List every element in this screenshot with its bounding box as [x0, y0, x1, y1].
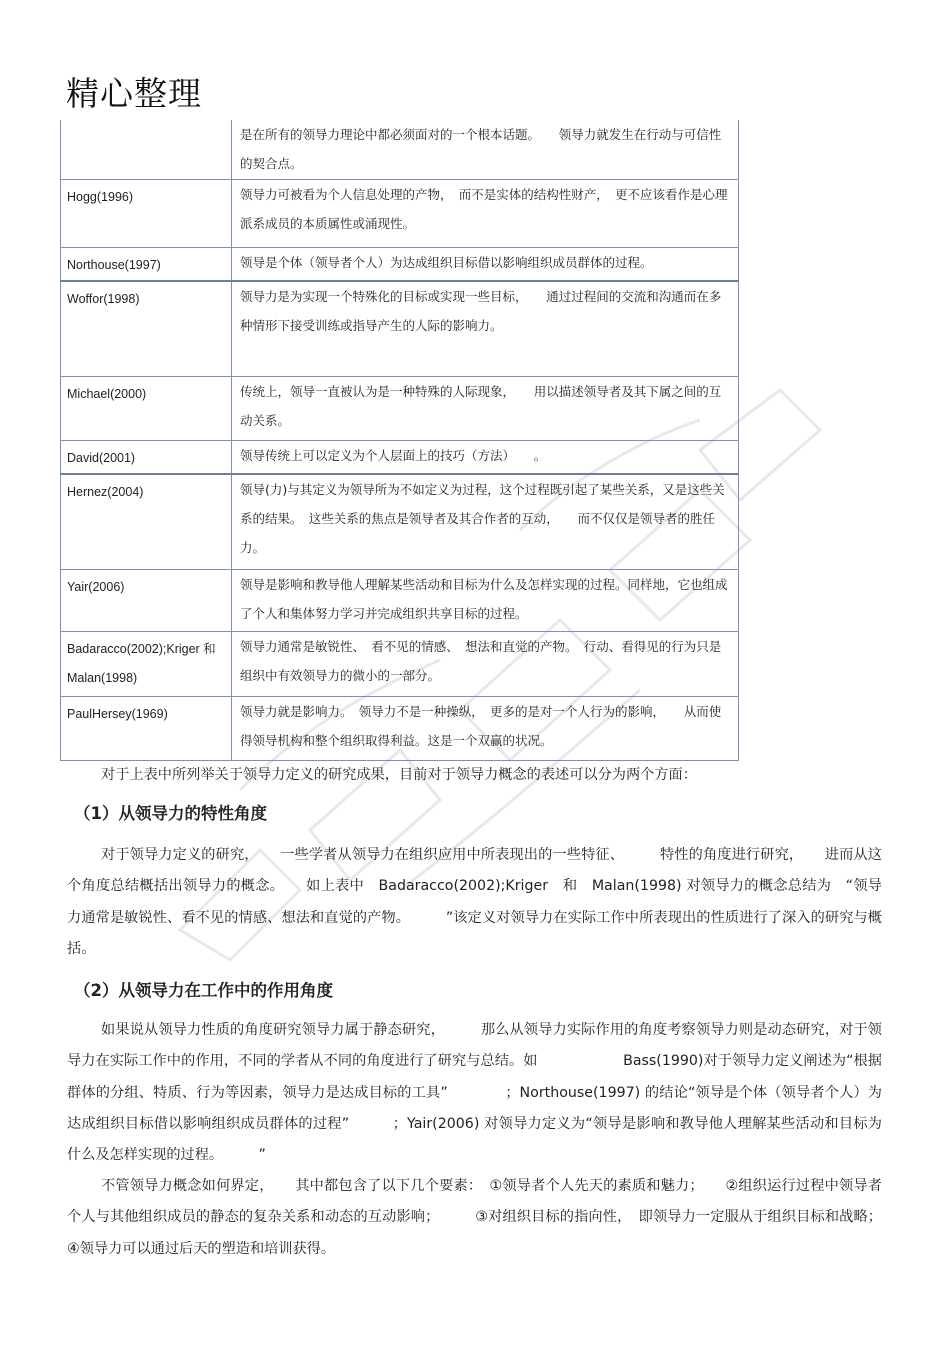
section-2-paragraph-2: 不管领导力概念如何界定， 其中都包含了以下几个要素： ①领导者个人先天的素质和魅力； ②组织运行过程中领导者个人与其他组织成员的静态的复杂关系和动态的互动影响； ③对组织目标的指向性， 即领导力一定服从于组织目标和战略；④领导力可以通过后天的塑造和培训获得。 [67, 1178, 882, 1257]
table-row [61, 120, 739, 179]
definition-cell: 领导是影响和教导他人理解某些活动和目标为什么及怎样实现的过程。同样地，它也组成了个人和集体努力学习并完成组织共享目标的过程。 [232, 569, 739, 631]
author-cell: Hogg(1996) [61, 179, 232, 247]
author-cell: PaulHersey(1969) [61, 696, 232, 760]
definition-cell: 领导力可被看为个人信息处理的产物， 而不是实体的结构性财产， 更不应该看作是心理派系成员的本质属性或涌现性。 [232, 179, 739, 247]
author-cell: David(2001) [61, 441, 232, 475]
author-cell: Yair(2006) [61, 569, 232, 631]
definition-cell: 领导力是为实现一个特殊化的目标或实现一些目标， 通过过程间的交流和沟通而在多种情形下接受训练或指导产生的人际的影响力。 [232, 281, 739, 377]
definition-cell: 领导力就是影响力。 领导力不是一种操纵， 更多的是对一个人行为的影响， 从而使得领导机构和整个组织取得利益。这是一个双赢的状况。 [232, 696, 739, 760]
table-row [61, 631, 739, 696]
leadership-definitions-table [60, 120, 739, 761]
section-2-heading: （2）从领导力在工作中的作用角度 [74, 981, 333, 1000]
table-row [61, 377, 739, 441]
definition-cell: 领导是个体（领导者个人）为达成组织目标借以影响组织成员群体的过程。 [232, 247, 739, 281]
author-cell: Woffor(1998) [61, 281, 232, 377]
definition-cell: 领导传统上可以定义为个人层面上的技巧（方法） 。 [232, 441, 739, 475]
author-cell: Northouse(1997) [61, 247, 232, 281]
author-cell: Michael(2000) [61, 377, 232, 441]
document-title: 精心整理 [66, 74, 202, 113]
definition-cell: 领导(力)与其定义为领导所为不如定义为过程，这个过程既引起了某些关系，又是这些关系的结果。 这些关系的焦点是领导者及其合作者的互动， 而不仅仅是领导者的胜任力。 [232, 474, 739, 569]
section-1-heading: （1）从领导力的特性角度 [74, 804, 267, 823]
table-row [61, 179, 739, 247]
table-row [61, 569, 739, 631]
author-cell [61, 120, 232, 179]
section-1-paragraph: 对于领导力定义的研究， 一些学者从领导力在组织应用中所表现出的一些特征、 特性的角度进行研究， 进而从这个角度总结概括出领导力的概念。 如上表中 Badaracco(2002);Kriger 和 Malan(1998) 对领导力的概念总结为 “领导力通常是敏锐性、看不见的情感、想法和直觉的产物。 ”该定义对领导力在实际工作中所表现出的性质进行了深入的研究与概括。 [67, 847, 882, 957]
author-cell: Badaracco(2002);Kriger 和 Malan(1998) [61, 631, 232, 696]
intro-paragraph: 对于上表中所列举关于领导力定义的研究成果，目前对于领导力概念的表述可以分为两个方面： [101, 767, 697, 783]
table-row [61, 247, 739, 281]
definition-cell: 领导力通常是敏锐性、 看不见的情感、 想法和直觉的产物。 行动、看得见的行为只是组织中有效领导力的微小的一部分。 [232, 631, 739, 696]
section-2-paragraph-1: 如果说从领导力性质的角度研究领导力属于静态研究， 那么从领导力实际作用的角度考察领导力则是动态研究，对于领导力在实际工作中的作用，不同的学者从不同的角度进行了研究与总结。如 Bass(1990)对于领导力定义阐述为“根据群体的分组、特质、行为等因素，领导力是达成目标的工具” ；Northouse(1997) 的结论“领导是个体（领导者个人）为达成组织目标借以影响组织成员群体的过程” ；Yair(2006) 对领导力定义为“领导是影响和教导他人理解某些活动和目标为什么及怎样实现的过程。 ” [67, 1022, 882, 1164]
table-row [61, 474, 739, 569]
table-row [61, 281, 739, 377]
definition-cell: 是在所有的领导力理论中都必须面对的一个根本话题。 领导力就发生在行动与可信性的契合点。 [232, 120, 739, 179]
author-cell: Hernez(2004) [61, 474, 232, 569]
table-row [61, 696, 739, 760]
table-row [61, 441, 739, 475]
definition-cell: 传统上，领导一直被认为是一种特殊的人际现象， 用以描述领导者及其下属之间的互动关系。 [232, 377, 739, 441]
